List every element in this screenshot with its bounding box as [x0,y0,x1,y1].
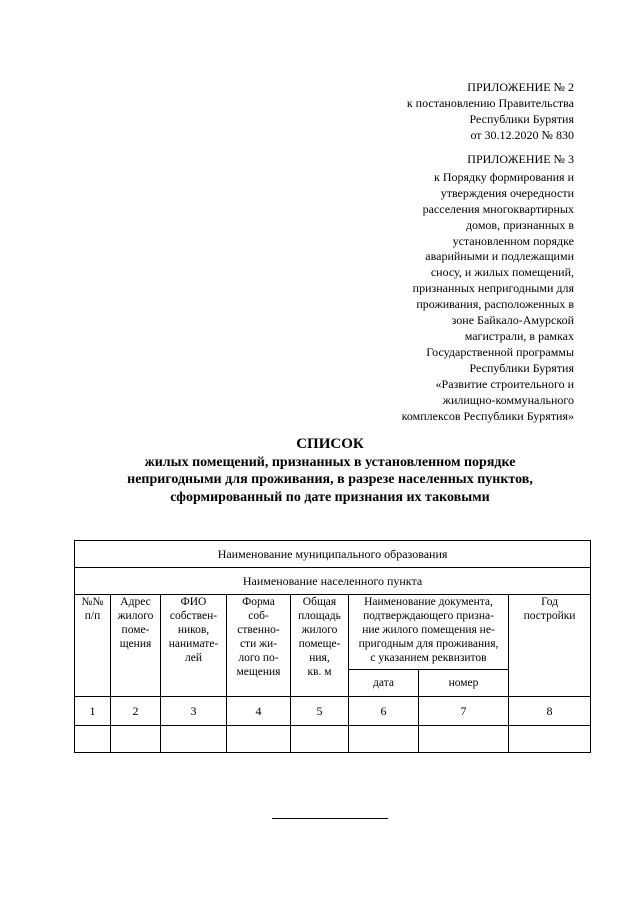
column-number: 4 [227,697,291,726]
header-line: жилого [301,624,338,636]
header-line: ние жилого помещения не- [362,624,495,636]
header-line: щения [119,638,152,650]
header-line: с указанием реквизитов [370,652,487,664]
appendix-3-line: зоне Байкало-Амурской [451,313,574,328]
title-main: СПИСОК [296,436,364,452]
header-line: подтверждающего призна- [363,610,494,622]
appendix-3-line: магистрали, в рамках [464,328,574,343]
appendix-3-line: аварийными и подлежащими [425,249,574,264]
table-cell [419,726,509,753]
title-line: сформированный по дате признания их таковыми [170,489,490,505]
appendix-3-line: комплексов Республики Бурятия» [401,408,574,423]
table-cell [75,726,111,753]
column-number: 7 [419,697,509,726]
header-line: помещe- [298,638,341,650]
appendix-3-line: установленном порядке [452,233,574,248]
header-line: Общая [302,596,337,608]
appendix-2-line: к постановлению Правительства [406,96,574,110]
table-cell [349,726,419,753]
appendix-3-line: «Развитие строительного и [435,376,574,391]
col-year-header [509,595,591,697]
appendix-3-line: Государственной программы [426,344,574,359]
column-number: 2 [111,697,161,726]
header-line: площадь [298,610,341,622]
premises-table [74,540,591,753]
header-line: кв. м [307,666,332,678]
column-number: 3 [161,697,227,726]
appendix-3-line: Республики Бурятия [469,360,574,375]
col-date-header: дата [349,670,419,697]
appendix-2-block [314,79,574,143]
appendix-3-line: домов, признанных в [465,217,574,232]
header-line: Год [541,596,558,608]
table-cell [111,726,161,753]
col-area-header [291,595,349,697]
table-cell [509,726,591,753]
appendix-3-line: к Порядку формирования и [433,169,574,184]
column-number: 8 [509,697,591,726]
col-number-header [75,595,111,697]
header-line: собствен- [169,610,218,622]
title-line: непригодными для проживания, в разрезе населенных пунктов, [127,472,533,488]
settlement-header: Наименование населенного пункта [75,568,591,595]
column-number: 6 [349,697,419,726]
appendix-3-line: утверждения очередности [440,185,574,200]
column-number: 1 [75,697,111,726]
header-line: жилого [117,610,154,622]
appendix-3-line: проживания, расположенных в [416,297,574,312]
document-title [60,436,600,506]
header-line: наниматe- [168,638,219,650]
header-line: лей [185,652,202,664]
header-line: ФИО [180,596,207,608]
header-line: лого по- [238,652,279,664]
column-number: 5 [291,697,349,726]
header-line: Форма [242,596,275,608]
table-cell [227,726,291,753]
header-line: Наименование документа, [364,596,493,608]
footer-divider [272,818,388,819]
appendix-2-line: от 30.12.2020 № 830 [470,128,574,142]
appendix-3-line: расселения многоквартирных [422,201,574,216]
header-line: постройки [523,610,576,622]
appendix-2-heading: ПРИЛОЖЕНИЕ № 2 [467,80,574,94]
header-line: Адрес [120,596,151,608]
col-document-header [349,595,509,670]
appendix-3-block [374,152,574,424]
header-line: мещения [236,666,281,678]
header-line: п/п [84,610,101,622]
header-line: сти жи- [239,638,278,650]
header-line: поме- [121,624,150,636]
title-line: жилых помещений, признанных в установленном порядке [144,454,516,470]
col-owner-header [161,595,227,697]
header-line: №№ [81,596,104,608]
municipality-header: Наименование муниципального образования [75,541,591,568]
header-line: ственно- [237,624,280,636]
table-cell [291,726,349,753]
appendix-3-line: признанных непригодными для [412,281,574,296]
header-line: ников, [177,624,210,636]
appendix-3-heading: ПРИЛОЖЕНИЕ № 3 [467,152,574,166]
appendix-3-line: сносу, и жилых помещений, [430,265,574,280]
header-line: пригодным для проживания, [358,638,499,650]
appendix-3-line: жилищно-коммунального [442,392,574,407]
col-address-header [111,595,161,697]
column-numbers-row [75,697,591,726]
table-cell [161,726,227,753]
table-row [75,726,591,753]
header-line: соб- [248,610,269,622]
col-ownership-form-header [227,595,291,697]
header-line: ния, [309,652,330,664]
col-doc-number-header: номер [419,670,509,697]
appendix-2-line: Республики Бурятия [469,112,574,126]
